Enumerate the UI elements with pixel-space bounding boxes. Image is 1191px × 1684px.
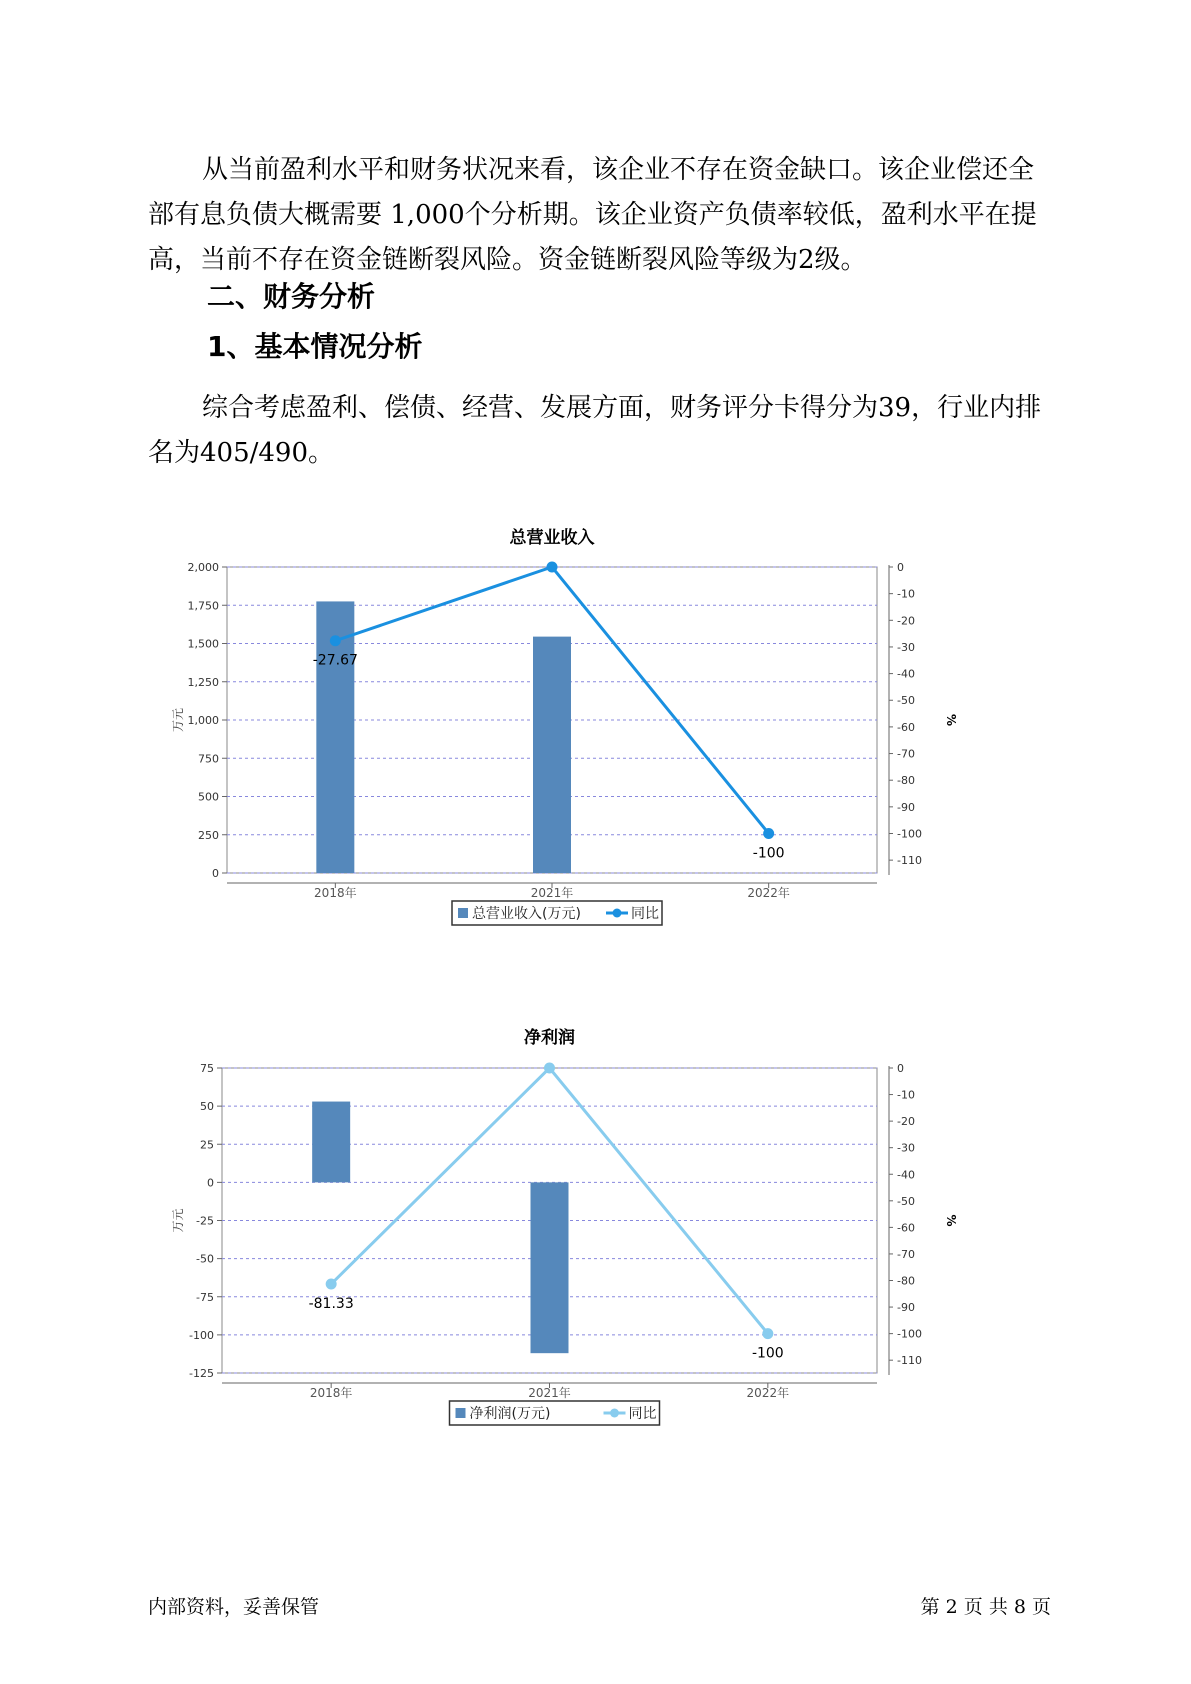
revenue-chart <box>170 525 1030 979</box>
y-axis-label: 万元 <box>171 1208 185 1233</box>
y2-tick-label: -60 <box>897 1221 915 1235</box>
legend-swatch-point <box>610 1409 619 1418</box>
legend-label-line: 同比 <box>628 1406 657 1422</box>
net-profit-chart-svg <box>170 1025 1030 1485</box>
y-tick-label: 1,750 <box>187 599 219 613</box>
y-tick-label: -100 <box>189 1328 214 1342</box>
y-tick-label: -50 <box>196 1252 214 1266</box>
y-tick-label: 0 <box>207 1176 214 1190</box>
y-tick-label: 0 <box>212 867 219 880</box>
bar <box>531 1182 569 1353</box>
y2-tick-label: -50 <box>897 694 915 708</box>
y2-tick-label: 0 <box>897 1062 904 1075</box>
line-point <box>330 635 341 646</box>
legend-swatch-bar <box>458 908 468 918</box>
y2-tick-label: -60 <box>897 720 915 734</box>
legend-label-bar: 总营业收入(万元) <box>472 906 581 922</box>
y-tick-label: 750 <box>198 752 219 766</box>
y-tick-label: 75 <box>200 1062 214 1075</box>
data-label: -100 <box>752 845 785 862</box>
x-tick-label: 2021年 <box>528 1386 571 1400</box>
subsection-heading: 1、基本情况分析 <box>207 330 423 363</box>
revenue-chart-svg <box>170 525 1030 975</box>
y2-tick-label: -110 <box>897 1354 922 1368</box>
section-heading: 二、财务分析 <box>207 280 376 313</box>
y2-tick-label: -80 <box>897 774 915 788</box>
data-label: -27.67 <box>312 652 358 669</box>
chart-title: 总营业收入 <box>509 528 595 548</box>
legend-label-bar: 净利润(万元) <box>469 1406 551 1422</box>
y2-tick-label: -20 <box>897 1115 915 1129</box>
line-point <box>326 1279 337 1290</box>
legend-swatch-point <box>613 909 622 918</box>
data-label: -81.33 <box>308 1296 354 1313</box>
y-tick-label: -25 <box>196 1214 214 1228</box>
x-tick-label: 2018年 <box>309 1386 353 1400</box>
y2-tick-label: -40 <box>897 1168 915 1182</box>
y2-tick-label: -10 <box>897 1088 915 1102</box>
x-tick-label: 2022年 <box>746 1386 790 1400</box>
y-tick-label: -125 <box>189 1367 214 1380</box>
y-tick-label: 1,250 <box>187 675 219 689</box>
chart-title: 净利润 <box>524 1028 575 1048</box>
y-tick-label: 500 <box>198 790 219 804</box>
y-tick-label: -75 <box>196 1290 214 1304</box>
y2-tick-label: -100 <box>897 1327 922 1341</box>
y-axis-label: 万元 <box>171 707 185 733</box>
x-tick-label: 2018年 <box>314 886 357 900</box>
score-paragraph: 综合考虑盈利、偿债、经营、发展方面，财务评分卡得分为39，行业内排名为405/490。 <box>148 393 1042 468</box>
y2-tick-label: -70 <box>897 1247 915 1261</box>
y2-tick-label: -90 <box>897 800 915 814</box>
x-tick-label: 2021年 <box>530 886 574 900</box>
y2-tick-label: -20 <box>897 614 915 628</box>
legend-label-line: 同比 <box>631 906 659 922</box>
data-label: -100 <box>751 1345 784 1362</box>
y2-tick-label: -30 <box>897 640 915 654</box>
y2-tick-label: -50 <box>897 1194 915 1208</box>
y2-tick-label: -10 <box>897 587 915 601</box>
line-point <box>547 562 558 573</box>
page-number: 第 2 页 共 8 页 <box>920 1596 1051 1618</box>
y2-tick-label: 0 <box>897 561 904 574</box>
bar <box>312 1102 350 1183</box>
y2-tick-label: -80 <box>897 1274 915 1288</box>
x-tick-label: 2022年 <box>747 886 790 900</box>
y-tick-label: 50 <box>200 1100 214 1114</box>
line-point <box>544 1063 555 1074</box>
y2-tick-label: -100 <box>897 827 922 841</box>
y-tick-label: 1,500 <box>187 637 219 651</box>
y2-tick-label: -110 <box>897 854 922 868</box>
y2-tick-label: -90 <box>897 1301 915 1315</box>
legend-swatch-bar <box>456 1408 466 1418</box>
line-point <box>763 828 774 839</box>
line-point <box>762 1328 773 1339</box>
y-tick-label: 25 <box>200 1138 214 1152</box>
net-profit-chart <box>170 1025 1030 1489</box>
y2-tick-label: -70 <box>897 747 915 761</box>
y2-axis-label: % <box>944 713 958 727</box>
y2-axis-label: % <box>944 1214 958 1227</box>
y-tick-label: 1,000 <box>187 714 219 727</box>
bar <box>533 637 571 873</box>
confidential-note: 内部资料，妥善保管 <box>148 1596 320 1618</box>
y-tick-label: 250 <box>198 828 219 842</box>
y2-tick-label: -30 <box>897 1141 915 1155</box>
risk-paragraph: 从当前盈利水平和财务状况来看，该企业不存在资金缺口。该企业偿还全部有息负债大概需要 1,000个分析期。该企业资产负债率较低，盈利水平在提高，当前不存在资金链断裂风险。资金链断裂风险等级为2级。 <box>148 155 1037 275</box>
y2-tick-label: -40 <box>897 667 915 681</box>
y-tick-label: 2,000 <box>187 561 219 574</box>
